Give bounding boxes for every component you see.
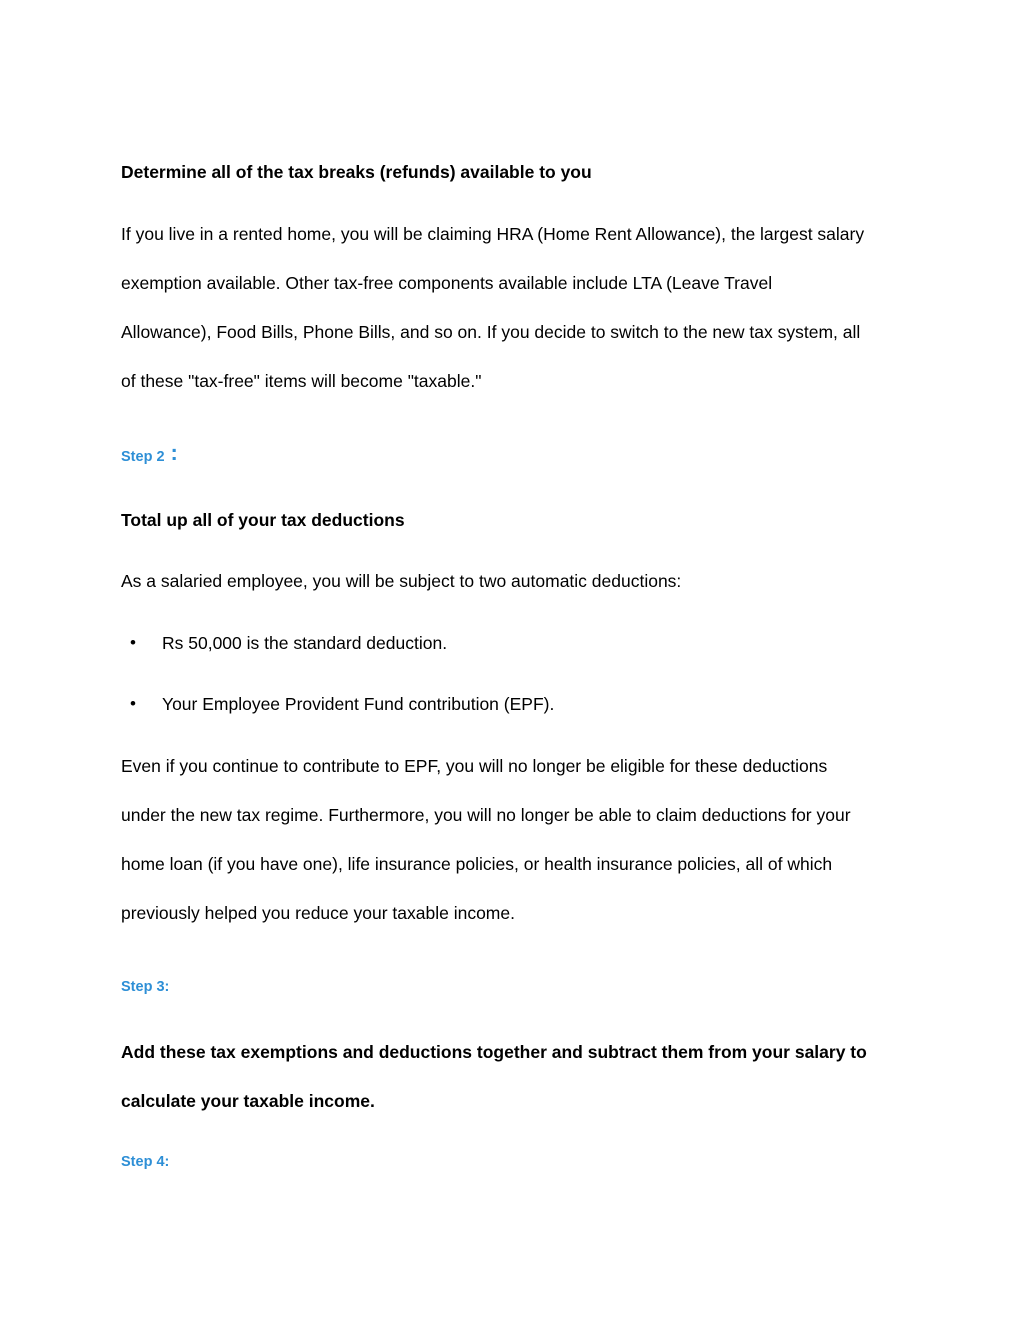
- bullet-marker-2: •: [130, 694, 136, 713]
- step-2-text: Step 2: [121, 449, 165, 465]
- heading-tax-deductions: Total up all of your tax deductions: [121, 510, 405, 530]
- heading-tax-breaks: Determine all of the tax breaks (refunds) available to you: [121, 162, 592, 182]
- step-3-label: Step 3:: [121, 979, 170, 995]
- step-2-label: [121, 440, 178, 467]
- paragraph-1-line-1: If you live in a rented home, you will be claiming HRA (Home Rent Allowance), the largest salary: [121, 224, 865, 244]
- paragraph-3-line-1: Even if you continue to contribute to EPF, you will no longer be eligible for these deductions: [121, 756, 828, 776]
- paragraph-1-line-3: Allowance), Food Bills, Phone Bills, and so on. If you decide to switch to the new tax system, all: [121, 322, 861, 342]
- heading-3-line-1: Add these tax exemptions and deductions together and subtract them from your salary to: [121, 1042, 867, 1062]
- step-4-label: Step 4:: [121, 1154, 170, 1170]
- paragraph-1-line-2: exemption available. Other tax-free components available include LTA (Leave Travel: [121, 273, 773, 293]
- heading-3-line-2: calculate your taxable income.: [121, 1091, 375, 1111]
- bullet-item-2: Your Employee Provident Fund contribution (EPF).: [162, 694, 555, 714]
- paragraph-3-line-4: previously helped you reduce your taxable income.: [121, 903, 515, 923]
- paragraph-3-line-2: under the new tax regime. Furthermore, you will no longer be able to claim deductions for your: [121, 805, 851, 825]
- bullet-marker-1: •: [130, 633, 136, 652]
- paragraph-2: As a salaried employee, you will be subject to two automatic deductions:: [121, 571, 682, 591]
- paragraph-1-line-4: of these "tax-free" items will become "taxable.": [121, 371, 482, 391]
- paragraph-3-line-3: home loan (if you have one), life insurance policies, or health insurance policies, all of which: [121, 854, 833, 874]
- step-2-colon: :: [170, 440, 178, 465]
- bullet-item-1: Rs 50,000 is the standard deduction.: [162, 633, 448, 653]
